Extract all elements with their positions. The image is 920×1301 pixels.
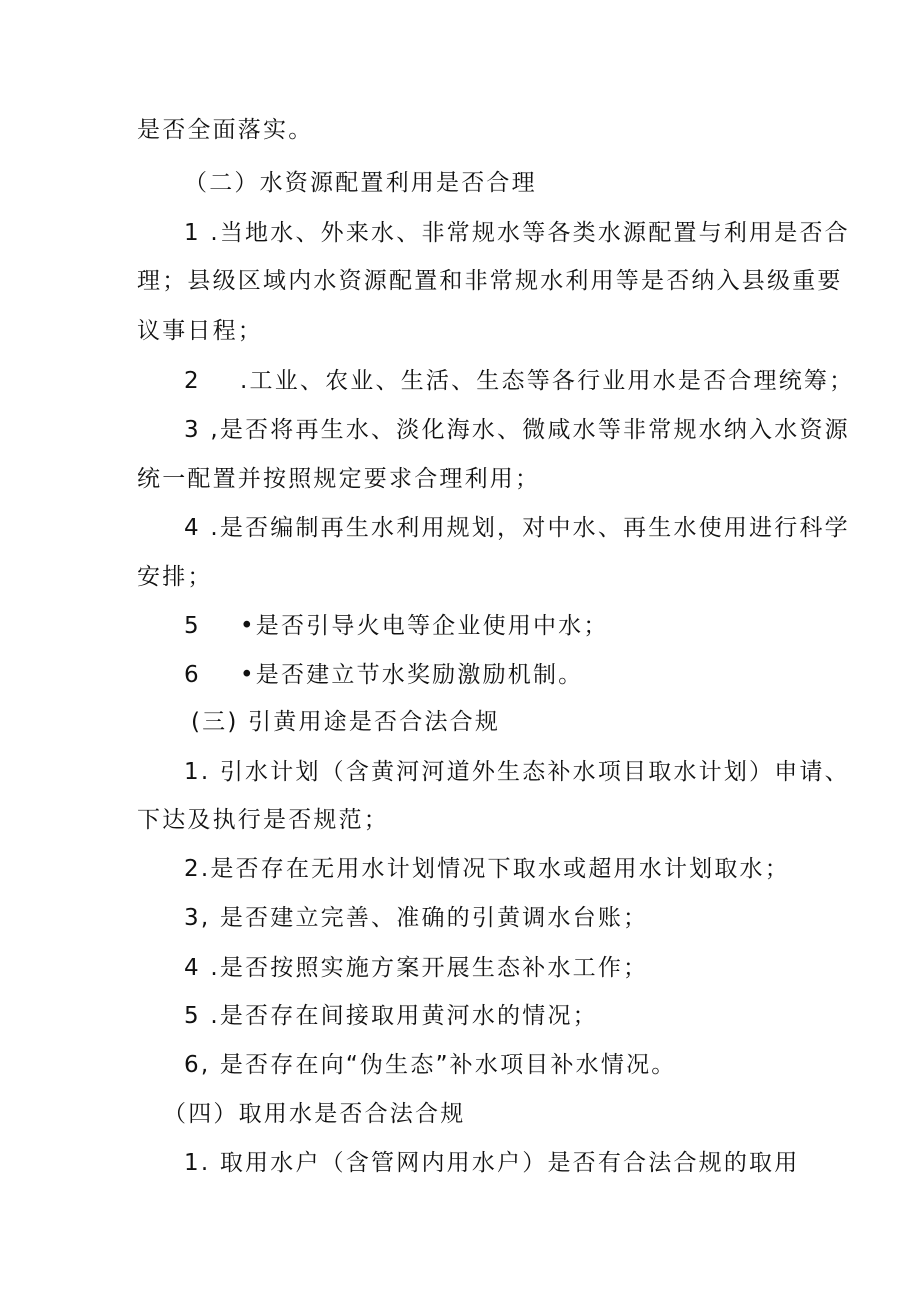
text-line: .工业、农业、生活、生态等各行业用水是否合理统筹； <box>240 368 855 394</box>
text-line: 6, 是否存在向“伪生态”补水项目补水情况。 <box>184 1052 677 1078</box>
text-line: 下达及执行是否规范； <box>137 807 389 833</box>
item-number: 2 <box>184 368 201 394</box>
section-heading-4: （四）取用水是否合法合规 <box>163 1101 466 1127</box>
text-line: •是否引导火电等企业使用中水； <box>240 613 609 639</box>
text-line: •是否建立节水奖励激励机制。 <box>240 662 584 688</box>
section-heading-2: （二）水资源配置利用是否合理 <box>184 170 537 196</box>
item-number: 6 <box>184 662 201 688</box>
text-line: 5 .是否存在间接取用黄河水的情况； <box>184 1003 598 1029</box>
item-number: 5 <box>184 613 201 639</box>
text-line: 议事日程； <box>137 318 263 344</box>
text-line: 3 ,是否将再生水、淡化海水、微咸水等非常规水纳入水资源 <box>184 417 850 443</box>
text-line: 4 .是否按照实施方案开展生态补水工作； <box>184 955 649 981</box>
section-heading-3: (三) 引黄用途是否合法合规 <box>191 709 501 735</box>
text-line: 1 .当地水、外来水、非常规水等各类水源配置与利用是否合 <box>184 220 850 246</box>
text-line: 4 .是否编制再生水利用规划，对中水、再生水使用进行科学 <box>184 515 850 541</box>
text-line: 理；县级区域内水资源配置和非常规水利用等是否纳入县级重要 <box>137 268 843 294</box>
text-line: 安排； <box>137 564 213 590</box>
text-line: 1. 取用水户（含管网内用水户）是否有合法合规的取用 <box>184 1150 800 1176</box>
text-line: 1. 引水计划（含黄河河道外生态补水项目取水计划）申请、 <box>184 759 850 785</box>
text-line: 3, 是否建立完善、准确的引黄调水台账； <box>184 905 649 931</box>
text-line: 统一配置并按照规定要求合理利用； <box>137 466 541 492</box>
text-line: 2.是否存在无用水计划情况下取水或超用水计划取水； <box>184 856 790 882</box>
text-line: 是否全面落实。 <box>137 117 314 143</box>
